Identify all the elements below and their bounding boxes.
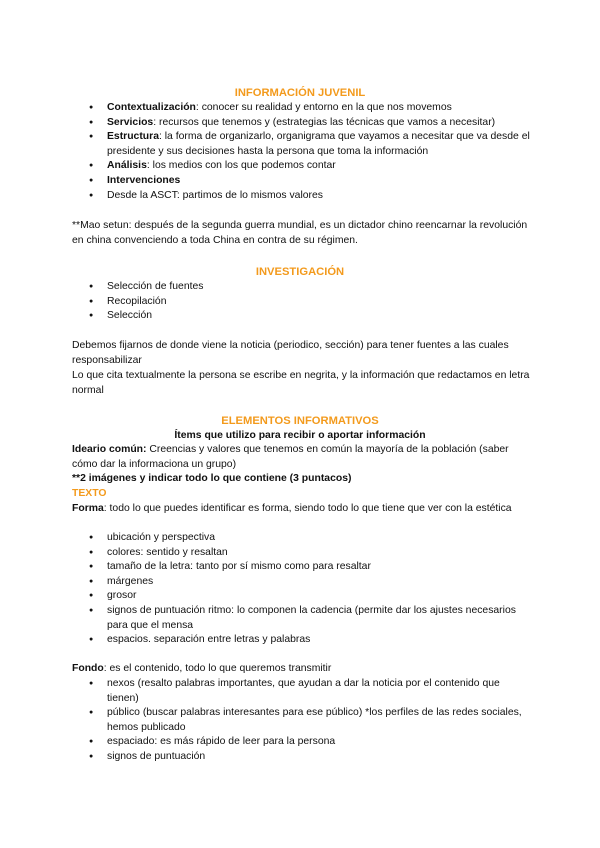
list-item: ● ubicación y perspectiva — [72, 531, 532, 546]
list-item — [72, 116, 532, 131]
ideario-paragraph — [72, 443, 532, 472]
forma-list — [72, 531, 532, 648]
list-item: ● Selección — [72, 309, 532, 324]
item-text: : conocer su realidad y entorno en la que nos movemos — [195, 102, 452, 113]
section-subtitle: Ítems que utilizo para recibir o aportar información — [174, 430, 426, 441]
item-text: : la forma de organizarlo, organigrama que vayamos a necesitar que va desde el presidente y sus decisiones hasta la persona que toma la información — [107, 131, 530, 157]
item-text: : recursos que tenemos y (estrategias las técnicas que vamos a necesitar) — [153, 116, 496, 128]
forma-text: : todo lo que puedes identificar es forma, siendo todo lo que tiene que ver con la estética — [103, 503, 512, 514]
investigacion-list — [72, 280, 532, 324]
item-text: : los medios con los que podemos contar — [146, 160, 336, 172]
list-item: ● nexos (resalto palabras importantes, que ayudan a dar la noticia por el contenido que tienen) — [72, 677, 532, 706]
item-term: Análisis — [107, 160, 147, 172]
fondo-list — [72, 677, 532, 765]
list-item: ● márgenes — [72, 575, 532, 590]
section-title-investigacion: INVESTIGACIÓN — [255, 266, 345, 278]
list-item — [72, 159, 532, 174]
list-item: ● espaciado: es más rápido de leer para la persona — [72, 735, 532, 750]
fuentes-paragraph: Debemos fijarnos de donde viene la noticia (periodico, sección) para tener fuentes a las cuales responsabilizar — [72, 340, 509, 366]
images-note: **2 imágenes y indicar todo lo que contiene (3 puntacos) — [72, 473, 352, 484]
fondo-paragraph — [72, 662, 532, 677]
forma-paragraph — [72, 502, 532, 517]
list-item: ● signos de puntuación — [72, 750, 532, 765]
list-item — [72, 101, 532, 116]
list-item: ● espacios. separación entre letras y palabras — [72, 633, 532, 648]
item-term: Servicios — [107, 116, 154, 128]
list-item: ● signos de puntuación ritmo: lo componen la cadencia (permite dar los ajustes necesarios para que el mensa — [72, 604, 532, 633]
list-item: ● Selección de fuentes — [72, 280, 532, 295]
list-item — [72, 189, 532, 204]
list-item: ● público (buscar palabras interesantes para ese público) *los perfiles de las redes sociales, hemos publicado — [72, 706, 532, 735]
texto-label: TEXTO — [72, 488, 107, 499]
list-item: ● tamaño de la letra: tanto por sí mismo como para resaltar — [72, 560, 532, 575]
item-term: Contextualización — [107, 102, 196, 113]
item-text: Desde la ASCT: partimos de lo mismos valores — [107, 189, 323, 201]
list-item — [72, 130, 532, 159]
list-item — [72, 174, 532, 189]
negrita-paragraph: Lo que cita textualmente la persona se escribe en negrita, y la información que redactamos en letra normal — [72, 370, 530, 396]
fondo-term: Fondo — [72, 663, 104, 674]
forma-term: Forma — [72, 503, 104, 514]
mao-note: **Mao setun: después de la segunda guerra mundial, es un dictador chino reencarnar la revolución en china convenciendo a toda China en contra de su régimen. — [72, 220, 528, 246]
section-title-informacion-juvenil: INFORMACIÓN JUVENIL — [234, 87, 366, 99]
fondo-text: : es el contenido, todo lo que queremos transmitir — [103, 663, 332, 674]
list-item: ● colores: sentido y resaltan — [72, 546, 532, 561]
item-term: Intervenciones — [107, 174, 181, 186]
ideario-term: Ideario común: — [72, 444, 147, 455]
item-term: Estructura — [107, 131, 159, 143]
list-item: ● Recopilación — [72, 295, 532, 310]
section-title-elementos-informativos: ELEMENTOS INFORMATIVOS — [221, 415, 379, 427]
informacion-juvenil-list — [72, 101, 532, 203]
list-item: ● grosor — [72, 589, 532, 604]
ideario-text: Creencias y valores que tenemos en común la mayoría de la población (saber cómo dar la informaciona un grupo) — [72, 444, 509, 470]
